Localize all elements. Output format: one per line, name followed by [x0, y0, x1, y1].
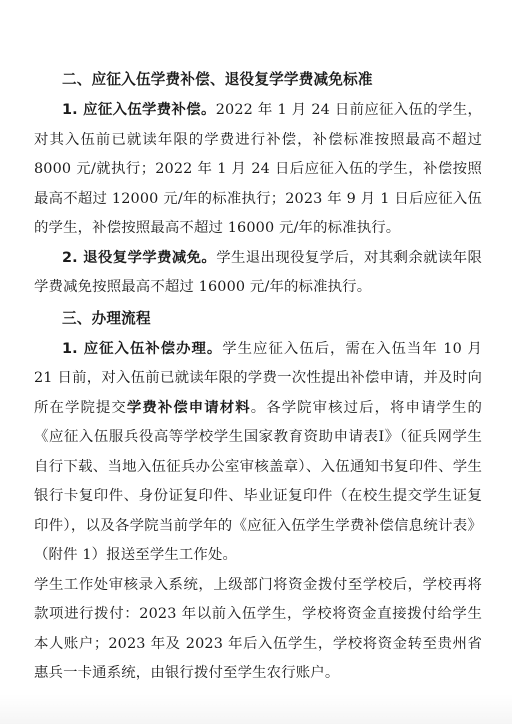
section2-item2-paragraph	[34, 244, 482, 303]
section2-item2-lead: 2. 退役复学学费减免。	[62, 249, 217, 266]
section3-item1-paragraph	[34, 335, 482, 571]
section3-item1-bold-materials: 学费补偿申请材料	[126, 399, 251, 416]
section2-item2-text: 学生退出现役复学后，对其剩余就读年限学费减免按照最高不超过 16000 元/年的标准执行。	[34, 249, 482, 295]
section3-item1-text-c: 学生工作处审核录入系统，上级部门将资金拨付至学校后，学校再将款项进行拨付：2023 年以前入伍学生，学校将资金直接拨付给学生本人账户；2023 年及 2023 年后入伍学生，学校将资金转至贵州省惠兵一卡通系统，由银行拨付至学生农行账户。	[34, 576, 482, 681]
section3-item1-text-b: 。各学院审核过后，将申请学生的《应征入伍服兵役高等学校学生国家教育资助申请表Ⅰ》（征兵网学生自行下载、当地入伍征兵办公室审核盖章）、入伍通知书复印件、学生银行卡复印件、身份证复印件、毕业证复印件（在校生提交学生证复印件），以及各学院当前学年的《应征入伍学生学费补偿信息统计表》（附件 1）报送至学生工作处。	[34, 399, 482, 563]
section2-item1-text: 2022 年 1 月 24 日前应征入伍的学生，对其入伍前已就读年限的学费进行补偿，补偿标准按照最高不超过 8000 元/就执行；2022 年 1 月 24 日后应征入伍的学生，补偿按照最高不超过 12000 元/年的标准执行；2023 年 9 月 1 日后应征入伍的学生，补偿按照最高不超过 16000 元/年的标准执行。	[34, 102, 482, 236]
section3-item1-text-a: 学生应征入伍后，需在入伍当年 10 月 21 日前，对入伍前已就读年限的学费一次性提出补偿申请，并及时向所在学院提交	[34, 340, 483, 416]
section2-item1-lead: 1. 应征入伍学费补偿。	[62, 102, 216, 118]
section2-item1-paragraph	[34, 96, 482, 244]
section2-heading: 二、应征入伍学费补偿、退役复学学费减免标准	[62, 71, 373, 88]
section3-item1-continuation	[34, 571, 482, 689]
section3-item1-lead: 1. 应征入伍补偿办理。	[62, 340, 223, 357]
document-body	[34, 64, 482, 689]
section3-heading: 三、办理流程	[62, 309, 151, 327]
